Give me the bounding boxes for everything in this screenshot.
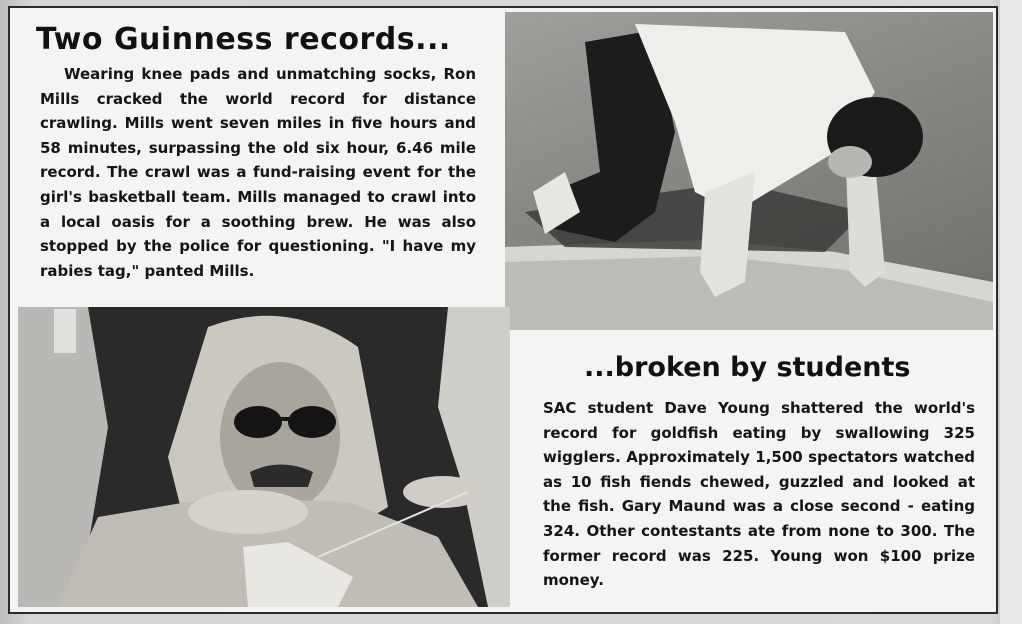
headline-top: Two Guinness records... xyxy=(36,22,451,57)
story-bottom-body: SAC student Dave Young shattered the world's record for goldfish eating by swallowing 325 wigglers. Approximately 1,500 spectators watched as 10 fish fiends chewed, guzzled and looked at the fish. Gary Maund was a close second - eating 324. Other contestants ate from none to 300. The former record was 225. Young won $100 prize money. xyxy=(543,399,975,590)
story-top-body: Wearing knee pads and unmatching socks, Ron Mills cracked the world record for distance crawling. Mills went seven miles in five hours and 58 minutes, surpassing the old six hour, 6.46 mile record. The crawl was a fund-raising event for the girl's basketball team. Mills managed to crawl into a local oasis for a soothing brew. He was also stopped by the police for questioning. "I have my rabies tag," panted Mills. xyxy=(40,65,476,280)
photo-crawler-illustration xyxy=(505,12,993,330)
photo-crawler xyxy=(505,12,993,330)
photo-goldfish-eater xyxy=(18,307,510,607)
photo-goldfish-illustration xyxy=(18,307,510,607)
page-margin xyxy=(1000,0,1022,624)
headline-bottom: ...broken by students xyxy=(584,352,911,383)
